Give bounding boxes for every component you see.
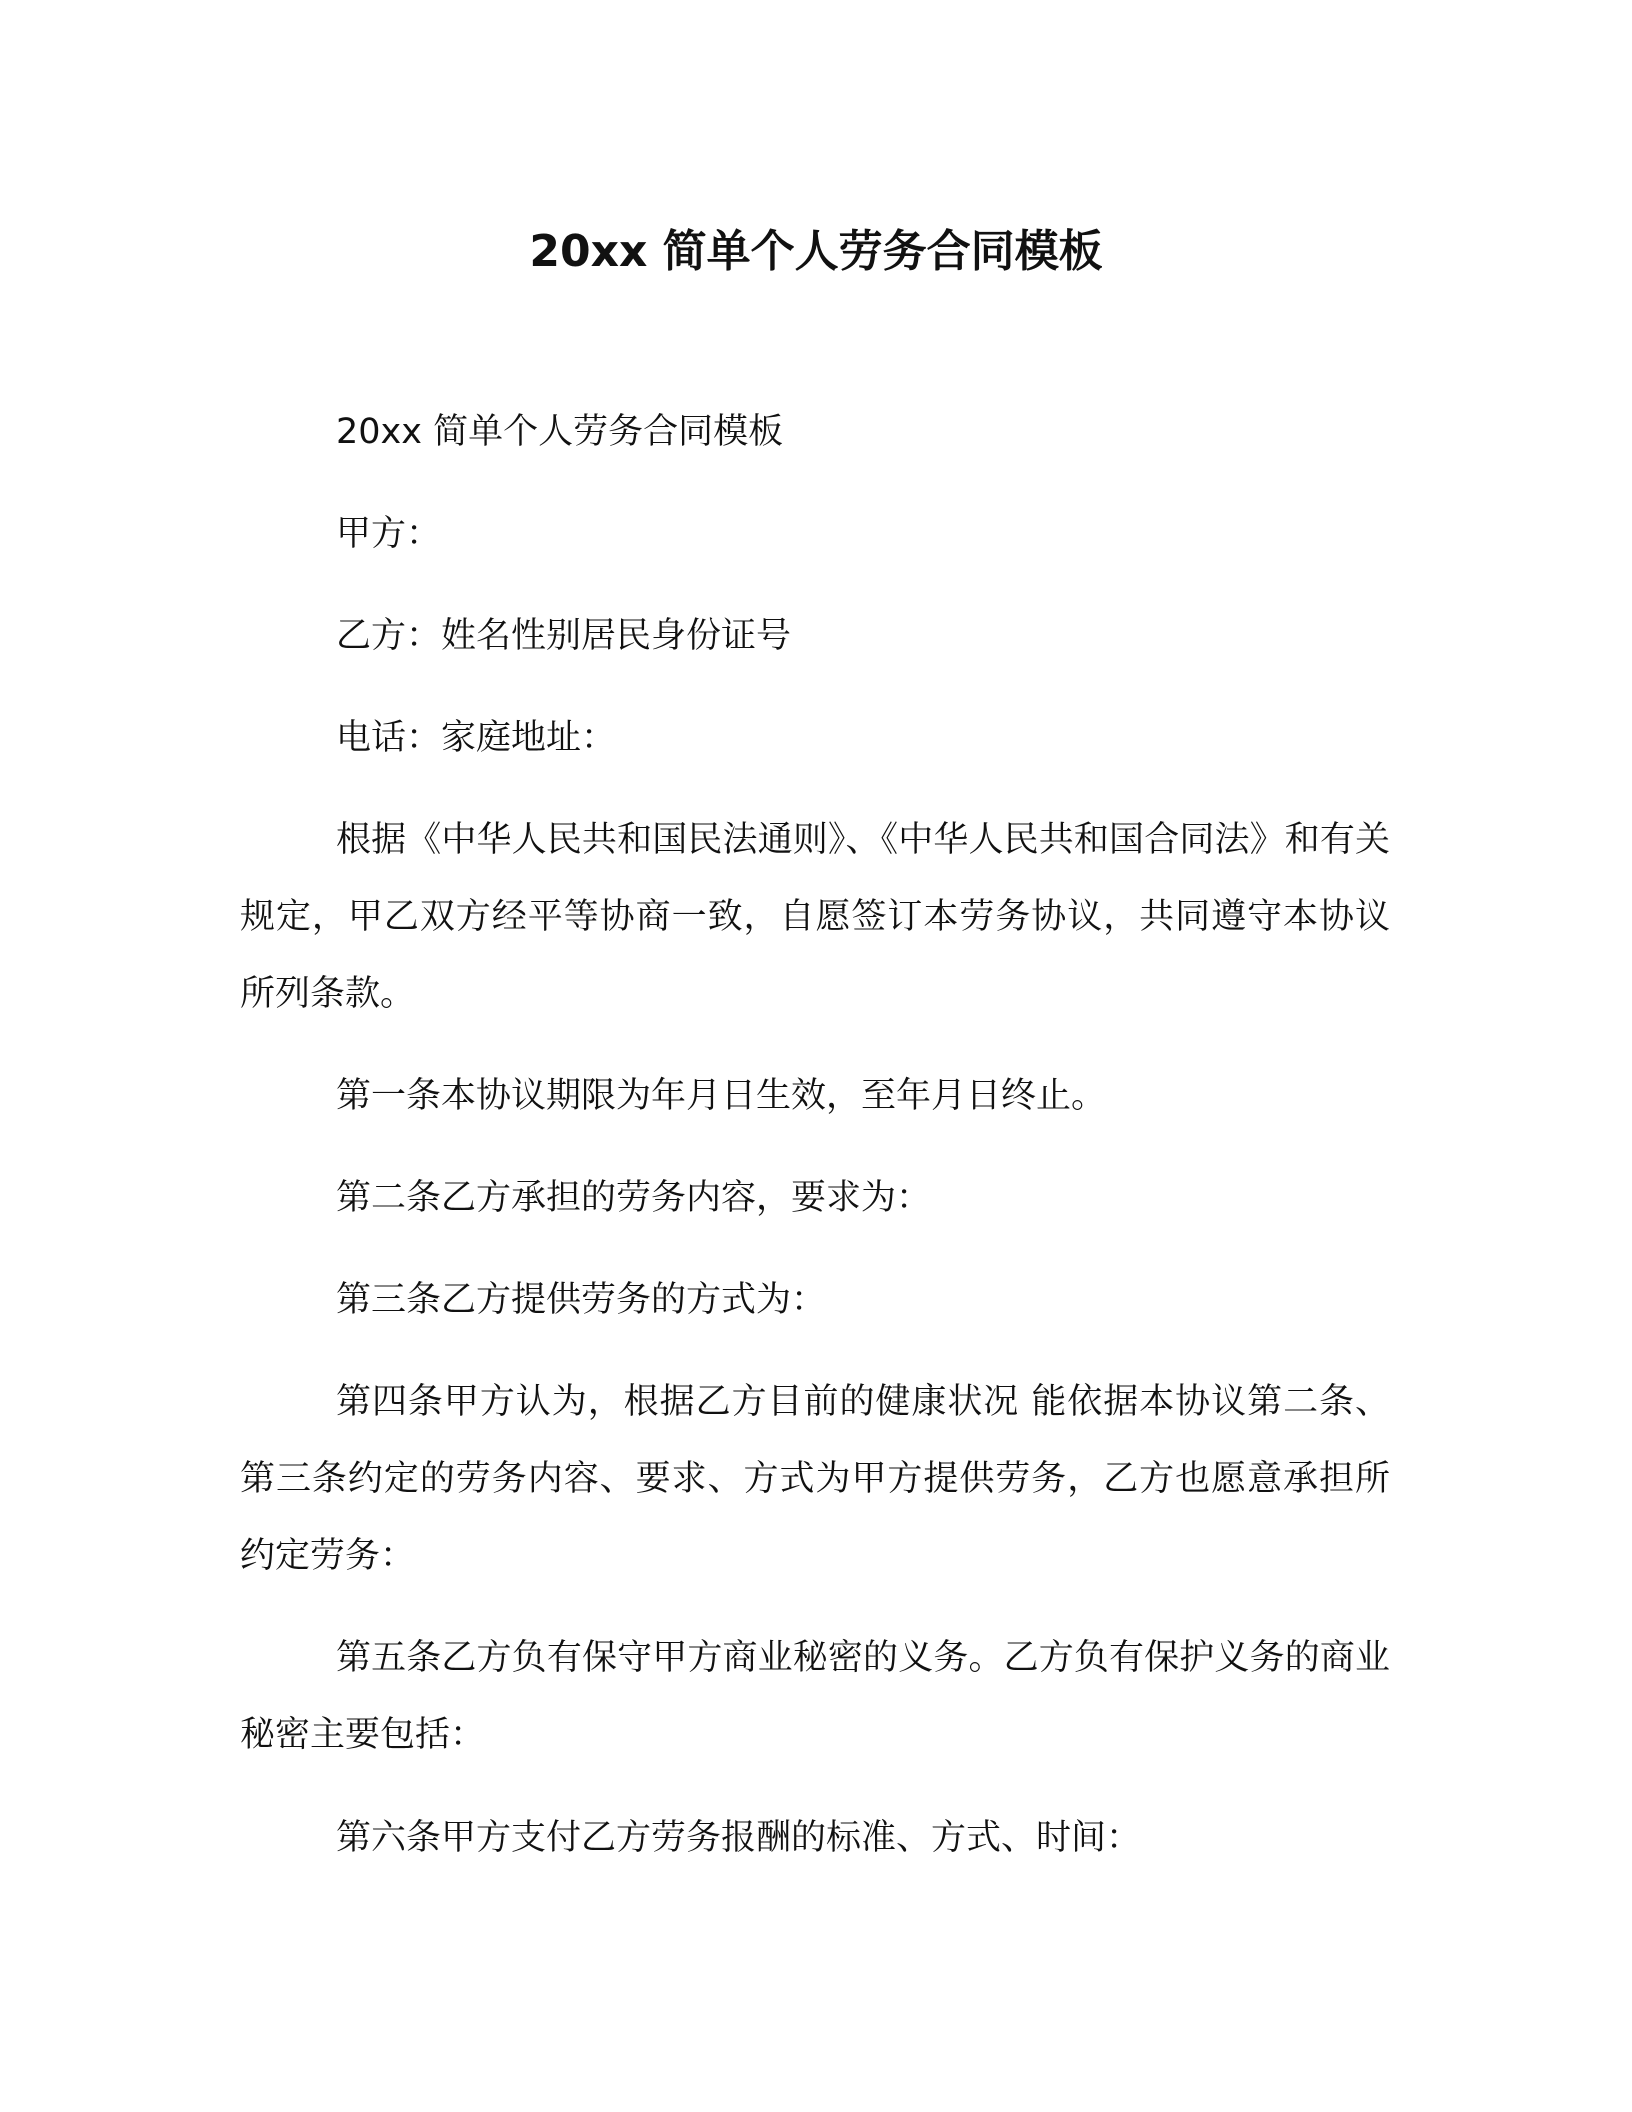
- paragraph-phone-address: 电话：家庭地址：: [336, 718, 617, 758]
- paragraph-subtitle: 20xx 简单个人劳务合同模板: [336, 412, 784, 452]
- paragraph-article-1: 第一条本协议期限为年月日生效，至年月日终止。: [336, 1076, 1107, 1116]
- paragraph-article-4: 第四条甲方认为，根据乙方目前的健康状况 能依据本协议第二条、第三条约定的劳务内容、要求、方式为甲方提供劳务，乙方也愿意承担所约定劳务：: [240, 1382, 1390, 1576]
- paragraph-article-2: 第二条乙方承担的劳务内容，要求为：: [336, 1178, 932, 1218]
- paragraph-preamble: 根据《中华人民共和国民法通则》、《中华人民共和国合同法》和有关规定，甲乙双方经平等协商一致，自愿签订本劳务协议，共同遵守本协议所列条款。: [240, 820, 1390, 1014]
- paragraph-party-b: 乙方：姓名性别居民身份证号: [336, 616, 792, 656]
- paragraph-article-5: 第五条乙方负有保守甲方商业秘密的义务。乙方负有保护义务的商业秘密主要包括：: [240, 1638, 1390, 1755]
- document-title: 20xx 简单个人劳务合同模板: [529, 226, 1103, 277]
- paragraph-party-a: 甲方：: [336, 514, 442, 554]
- paragraph-article-3: 第三条乙方提供劳务的方式为：: [336, 1280, 827, 1320]
- paragraph-article-6: 第六条甲方支付乙方劳务报酬的标准、方式、时间：: [336, 1818, 1142, 1858]
